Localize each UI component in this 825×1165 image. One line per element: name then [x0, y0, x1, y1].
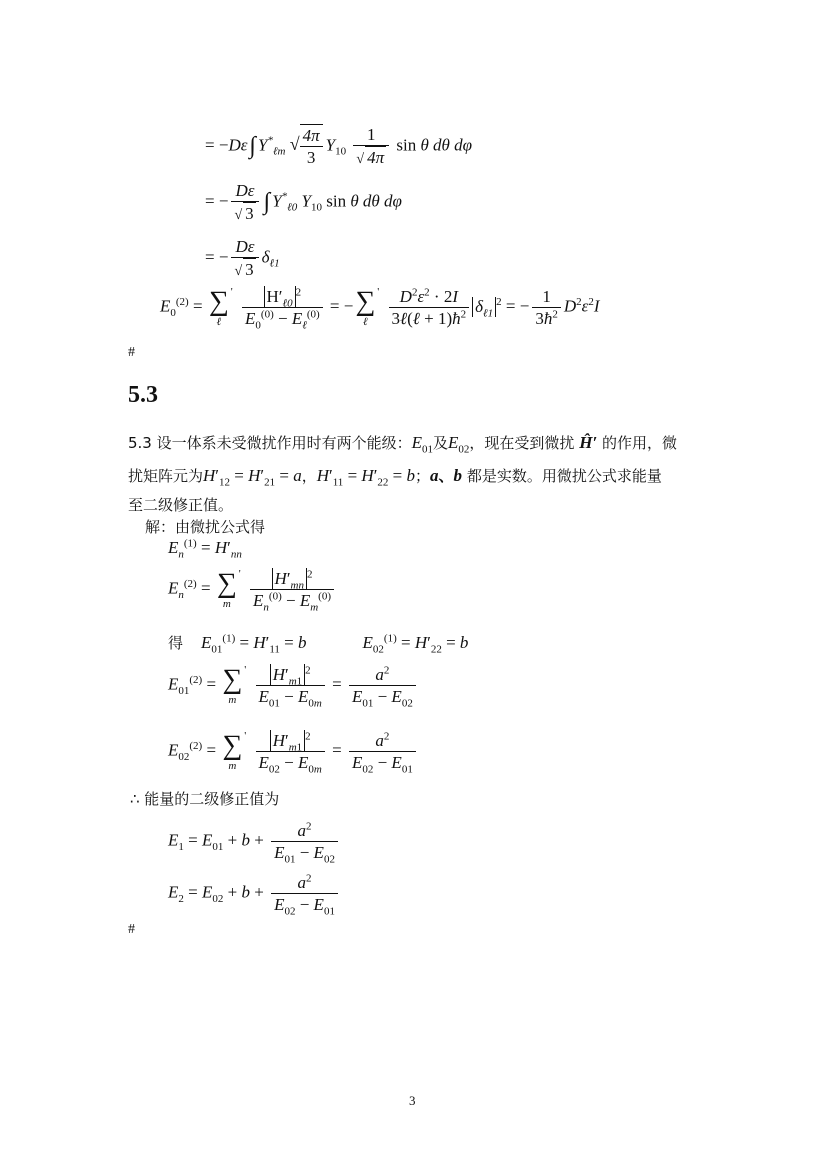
equation-line-1: = −Dε∫ $Y^*_{\ell m}$ √ $\frac{4\pi}{3}$ $Y_{10}$ $\frac{1}{√ 4\pi}$ sin θ dθ dφ	[205, 125, 473, 168]
problem-text: 扰矩阵元为	[128, 467, 204, 485]
equation-line-2: = − $\frac{D\varepsilon}{√ 3}$ ∫ $Y^*_{\ell 0}$ $Y_{10}$ sin θ dθ dφ	[205, 181, 402, 224]
problem-line-2: 扰矩阵元为$H'_{12} = H'_{21} = a$，$H'_{11} = H'_{22} = b$；a、b 都是实数。用微扰公式求能量	[128, 466, 662, 489]
problem-text: ，现在受到微扰	[469, 434, 575, 452]
problem-text: 5.3 设一体系未受微扰作用时有两个能级：	[128, 434, 412, 452]
therefore-line: ∴ 能量的二级修正值为	[130, 790, 280, 808]
solution-eq-6: $E_1 = E_{01} + b$ + $\frac{a^2}{E_{01} - E_{02}}$	[168, 820, 341, 864]
solution-eq-3: 得 $E_{01}^{(1)} = H'_{11} = b$ $E_{02}^{(1)} = H'_{22} = b$	[168, 632, 469, 656]
problem-line-3: 至二级修正值。	[128, 496, 234, 514]
section-heading: 5.3	[128, 382, 158, 408]
solution-eq-7: $E_2 = E_{02} + b$ + $\frac{a^2}{E_{02} - E_{01}}$	[168, 872, 341, 916]
end-mark: #	[128, 345, 135, 360]
solution-eq-1: $E_n^{(1)} = H'_{nn}$	[168, 537, 242, 561]
problem-text: 都是实数。用微扰公式求能量	[466, 467, 662, 485]
end-mark: #	[128, 922, 135, 937]
problem-line-1: 5.3 设一体系未受微扰作用时有两个能级：$E_{01}$及$E_{02}$，现在受到微扰 Ĥ′ 的作用，微	[128, 433, 678, 456]
problem-text: 的作用，微	[602, 434, 678, 452]
de-label: 得	[168, 634, 184, 652]
solution-eq-2: $E_n^{(2)}$ = ∑ m ' $\frac{H'_{mn}^2}{E_n^{(0)} - E_m^{(0)}}$	[168, 568, 337, 612]
solution-eq-4: $E_{01}^{(2)}$ = ∑ m ' $\frac{H'_{m1}^2}{E_{01} - E_{0m}}$ = $\frac{a^2}{E_{01} - E_{02}}$	[168, 664, 419, 708]
equation-line-4: $E_0^{(2)}$ = ∑ ℓ ' $\frac{H'_{\ell 0}^2}{E_0^{(0)} - E_\ell^{(0)}}$ = − ∑ ℓ ' $\frac{D^2\varepsilon^2 \cdot 2I}{3\ell(\ell + 1)ħ^2}$ $\delta_{\ell 1}^2$ = − $\frac{1}{3ħ^2}$ $D^2\varepsilon^2I$	[160, 285, 600, 332]
page-number: 3	[409, 1093, 416, 1108]
equation-line-3: = − $\frac{D\varepsilon}{√ 3}$ $\delta_{\ell 1}$	[205, 237, 280, 280]
solution-intro: 解：由微扰公式得	[145, 518, 266, 536]
solution-eq-5: $E_{02}^{(2)}$ = ∑ m ' $\frac{H'_{m1}^2}{E_{02} - E_{0m}}$ = $\frac{a^2}{E_{02} - E_{01}}$	[168, 730, 419, 774]
